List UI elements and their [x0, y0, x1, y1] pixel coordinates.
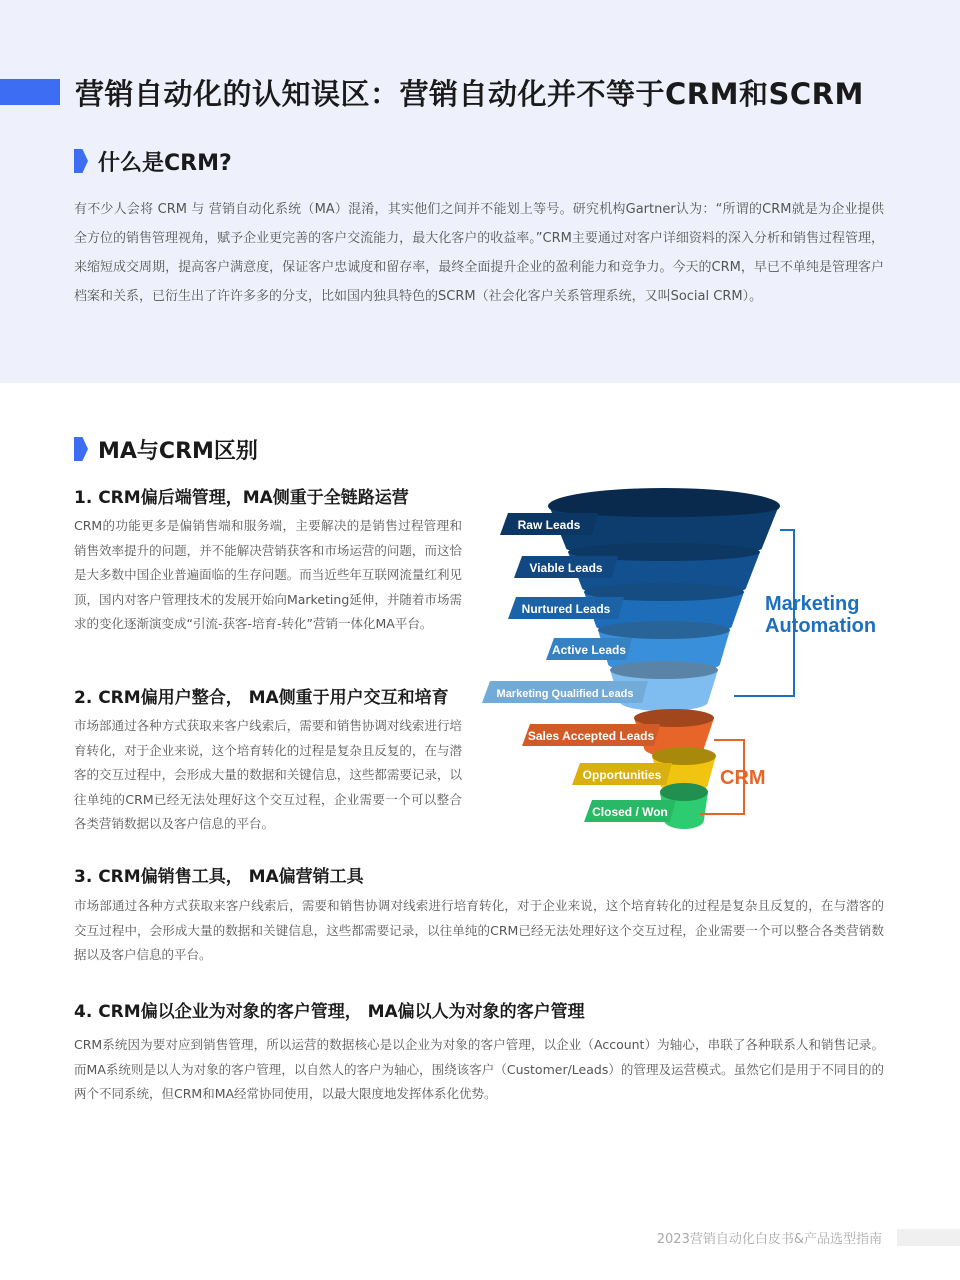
section-title: MA与CRM区别 [98, 438, 258, 464]
ma-label-line2: Automation [765, 615, 877, 637]
funnel-svg [478, 486, 898, 836]
crm-label: CRM [720, 767, 766, 789]
point-3-body: 市场部通过各种方式获取来客户线索后，需要和销售协调对线索进行培育转化，对于企业来说，这个培育转化的过程是复杂且反复的，在与潜客的交互过程中，会形成大量的数据和关键信息，这些都需要记录，以往单纯的CRM已经无法处理好这个交互过程，企业需要一个可以整合各类营销数据以及客户信息的平台。 [74, 898, 884, 962]
intro-paragraph: 有不少人会将 CRM 与 营销自动化系统（MA）混淆，其实他们之间并不能划上等号。研究机构Gartner认为：“所谓的CRM就是为企业提供全方位的销售管理视角，赋予企业更完善的客户交流能力，最大化客户的收益率。”CRM主要通过对客户详细资料的深入分析和销售过程管理，来缩短成交周期，提高客户满意度，保证客户忠诚度和留存率，最终全面提升企业的盈利能力和竞争力。今天的CRM，早已不单纯是管理客户档案和关系，已衍生出了许许多多的分支，比如国内独具特色的SCRM（社会化客户关系管理系统，又叫Social CRM）。 [74, 202, 884, 304]
funnel-stage-label: Raw Leads [517, 518, 581, 532]
section-title: 什么是CRM? [98, 150, 232, 176]
funnel-tier-top [652, 747, 716, 765]
funnel-tier-top [610, 661, 718, 679]
point-3-title: 3. CRM偏销售工具， MA偏营销工具 [74, 867, 364, 887]
ma-label-line1: Marketing [765, 593, 860, 615]
funnel-stage-label: Marketing Qualified Leads [496, 688, 634, 700]
point-1-body: CRM的功能更多是偏销售端和服务端，主要解决的是销售过程管理和销售效率提升的问题，并不能解决营销获客和市场运营的问题，而这恰是大多数中国企业普遍面临的生存问题。而当近些年互联网流量红利见顶，国内对客户管理技术的发展开始向Marketing延伸，并随着市场需求的变化逐渐演变成“引流-获客-培育-转化”营销一体化MA平台。 [74, 518, 462, 631]
point-2-title: 2. CRM偏用户整合， MA侧重于用户交互和培育 [74, 688, 449, 708]
funnel-tier-top [598, 621, 730, 639]
funnel-stage-label: Closed / Won [592, 805, 668, 819]
lead-funnel-diagram [478, 486, 898, 836]
funnel-tier-top [660, 783, 708, 801]
footer-bar [897, 1229, 960, 1246]
funnel-stage-label: Sales Accepted Leads [527, 729, 655, 743]
funnel-stage-label: Nurtured Leads [521, 602, 611, 616]
header-band [0, 0, 960, 383]
footer-caption: 2023营销自动化白皮书&产品选型指南 [656, 1232, 882, 1247]
section-heading-ma-vs-crm [74, 434, 258, 464]
page-title: 营销自动化的认知误区：营销自动化并不等于CRM和SCRM [75, 77, 864, 111]
section-marker-icon [74, 149, 88, 173]
section-marker-icon [74, 437, 88, 461]
funnel-stage-label: Active Leads [551, 643, 627, 657]
point-4-body: CRM系统因为要对应到销售管理，所以运营的数据核心是以企业为对象的客户管理，以企业（Account）为轴心，串联了各种联系人和销售记录。而MA系统则是以人为对象的客户管理，以自然人的客户为轴心，围绕该客户（Customer/Leads）的管理及运营模式。虽然它们是用于不同目的的两个不同系统，但CRM和MA经常协同使用，以最大限度地发挥体系化优势。 [74, 1037, 884, 1101]
point-1-title: 1. CRM偏后端管理，MA侧重于全链路运营 [74, 488, 409, 508]
funnel-stage-label: Opportunities [582, 768, 662, 782]
point-4-title: 4. CRM偏以企业为对象的客户管理， MA偏以人为对象的客户管理 [74, 1002, 585, 1022]
title-accent-bar [0, 79, 60, 105]
section-heading-what-is-crm [74, 146, 232, 176]
point-2-body: 市场部通过各种方式获取来客户线索后，需要和销售协调对线索进行培育转化，对于企业来说，这个培育转化的过程是复杂且反复的，在与潜客的交互过程中，会形成大量的数据和关键信息，这些都需要记录，以往单纯的CRM已经无法处理好这个交互过程，企业需要一个可以整合各类营销数据以及客户信息的平台。 [74, 718, 462, 831]
funnel-stage-label: Viable Leads [529, 561, 603, 575]
